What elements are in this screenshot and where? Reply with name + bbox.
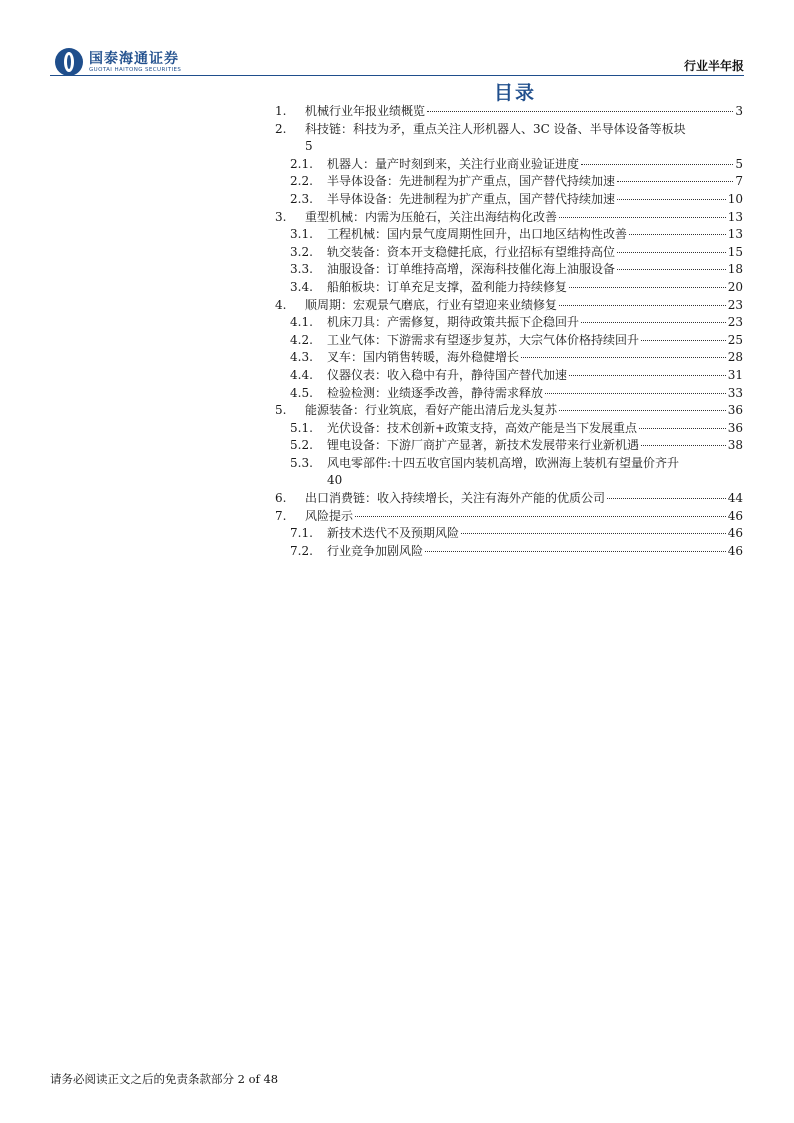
toc-entry[interactable]: 4. 顺周期：宏观景气磨底，行业有望迎来业绩修复 23: [275, 297, 743, 312]
report-type-label: 行业半年报: [683, 59, 744, 73]
page-header: [0, 0, 794, 80]
toc-entry[interactable]: 2.2. 半导体设备：先进制程为扩产重点，国产替代持续加速 7: [290, 174, 743, 189]
toc-entry[interactable]: 1. 机械行业年报业绩概览 3: [275, 104, 743, 118]
toc-entry[interactable]: 3.3. 油服设备：订单维持高增，深海科技催化海上油服设备 18: [290, 262, 743, 277]
toc-entry[interactable]: 4.2. 工业气体：下游需求有望逐步复苏，大宗气体价格持续回升 25: [290, 332, 743, 347]
toc-entry[interactable]: 2.1. 机器人：量产时刻到来，关注行业商业验证进度 5: [290, 156, 743, 171]
toc-title: 目录: [493, 82, 536, 104]
logo-name-en: GUOTAI HAITONG SECURITIES: [89, 66, 182, 73]
toc-page-number: 5: [305, 139, 313, 154]
toc-entry[interactable]: 3.1. 工程机械：国内景气度周期性回升，出口地区结构性改善 13: [290, 227, 743, 242]
toc-entry[interactable]: 7.1. 新技术迭代不及预期风险 46: [290, 526, 743, 541]
toc-entry[interactable]: 4.5. 检验检测：业绩逐季改善，静待需求释放 33: [290, 385, 743, 400]
logo-name-cn: 国泰海通证券: [89, 50, 179, 67]
table-of-contents: [275, 103, 743, 560]
toc-entry[interactable]: 5.3. 风电零部件:十四五收官国内装机高增，欧洲海上装机有望量价齐升 40: [275, 455, 743, 490]
logo-emblem-icon: [55, 48, 83, 76]
toc-entry[interactable]: 7. 风险提示 46: [275, 508, 743, 523]
toc-entry[interactable]: 6. 出口消费链：收入持续增长，关注有海外产能的优质公司 44: [275, 491, 743, 506]
toc-entry[interactable]: 4.1. 机床刀具：产需修复，期待政策共振下企稳回升 23: [290, 315, 743, 330]
toc-entry[interactable]: 7.2. 行业竞争加剧风险 46: [290, 543, 743, 558]
toc-entry[interactable]: 4.3. 叉车：国内销售转暖，海外稳健增长 28: [290, 350, 743, 365]
toc-entry[interactable]: 5.1. 光伏设备：技术创新+政策支持，高效产能是当下发展重点 36: [290, 420, 743, 435]
toc-entry[interactable]: 5. 能源装备：行业筑底，看好产能出清后龙头复苏 36: [275, 403, 743, 418]
header-divider: [50, 75, 744, 76]
toc-entry[interactable]: 3.4. 船舶板块：订单充足支撑，盈利能力持续修复 20: [290, 279, 743, 294]
toc-entry[interactable]: 5.2. 锂电设备：下游厂商扩产显著，新技术发展带来行业新机遇 38: [290, 438, 743, 453]
company-logo: [55, 48, 181, 76]
toc-entry[interactable]: 4.4. 仪器仪表：收入稳中有升，静待国产替代加速 31: [290, 367, 743, 382]
toc-entry[interactable]: 3.2. 轨交装备：资本开支稳健托底，行业招标有望维持高位 15: [290, 244, 743, 259]
toc-entry[interactable]: 2. 科技链：科技为矛，重点关注人形机器人、3C 设备、半导体设备等板块 5: [275, 121, 743, 156]
toc-page-number: 40: [327, 473, 343, 488]
toc-entry[interactable]: 3. 重型机械：内需为压舱石，关注出海结构化改善 13: [275, 209, 743, 224]
page-footer: 请务必阅读正文之后的免责条款部分 2 of 48: [50, 1072, 279, 1086]
toc-entry[interactable]: 2.3. 半导体设备：先进制程为扩产重点，国产替代持续加速 10: [290, 191, 743, 206]
